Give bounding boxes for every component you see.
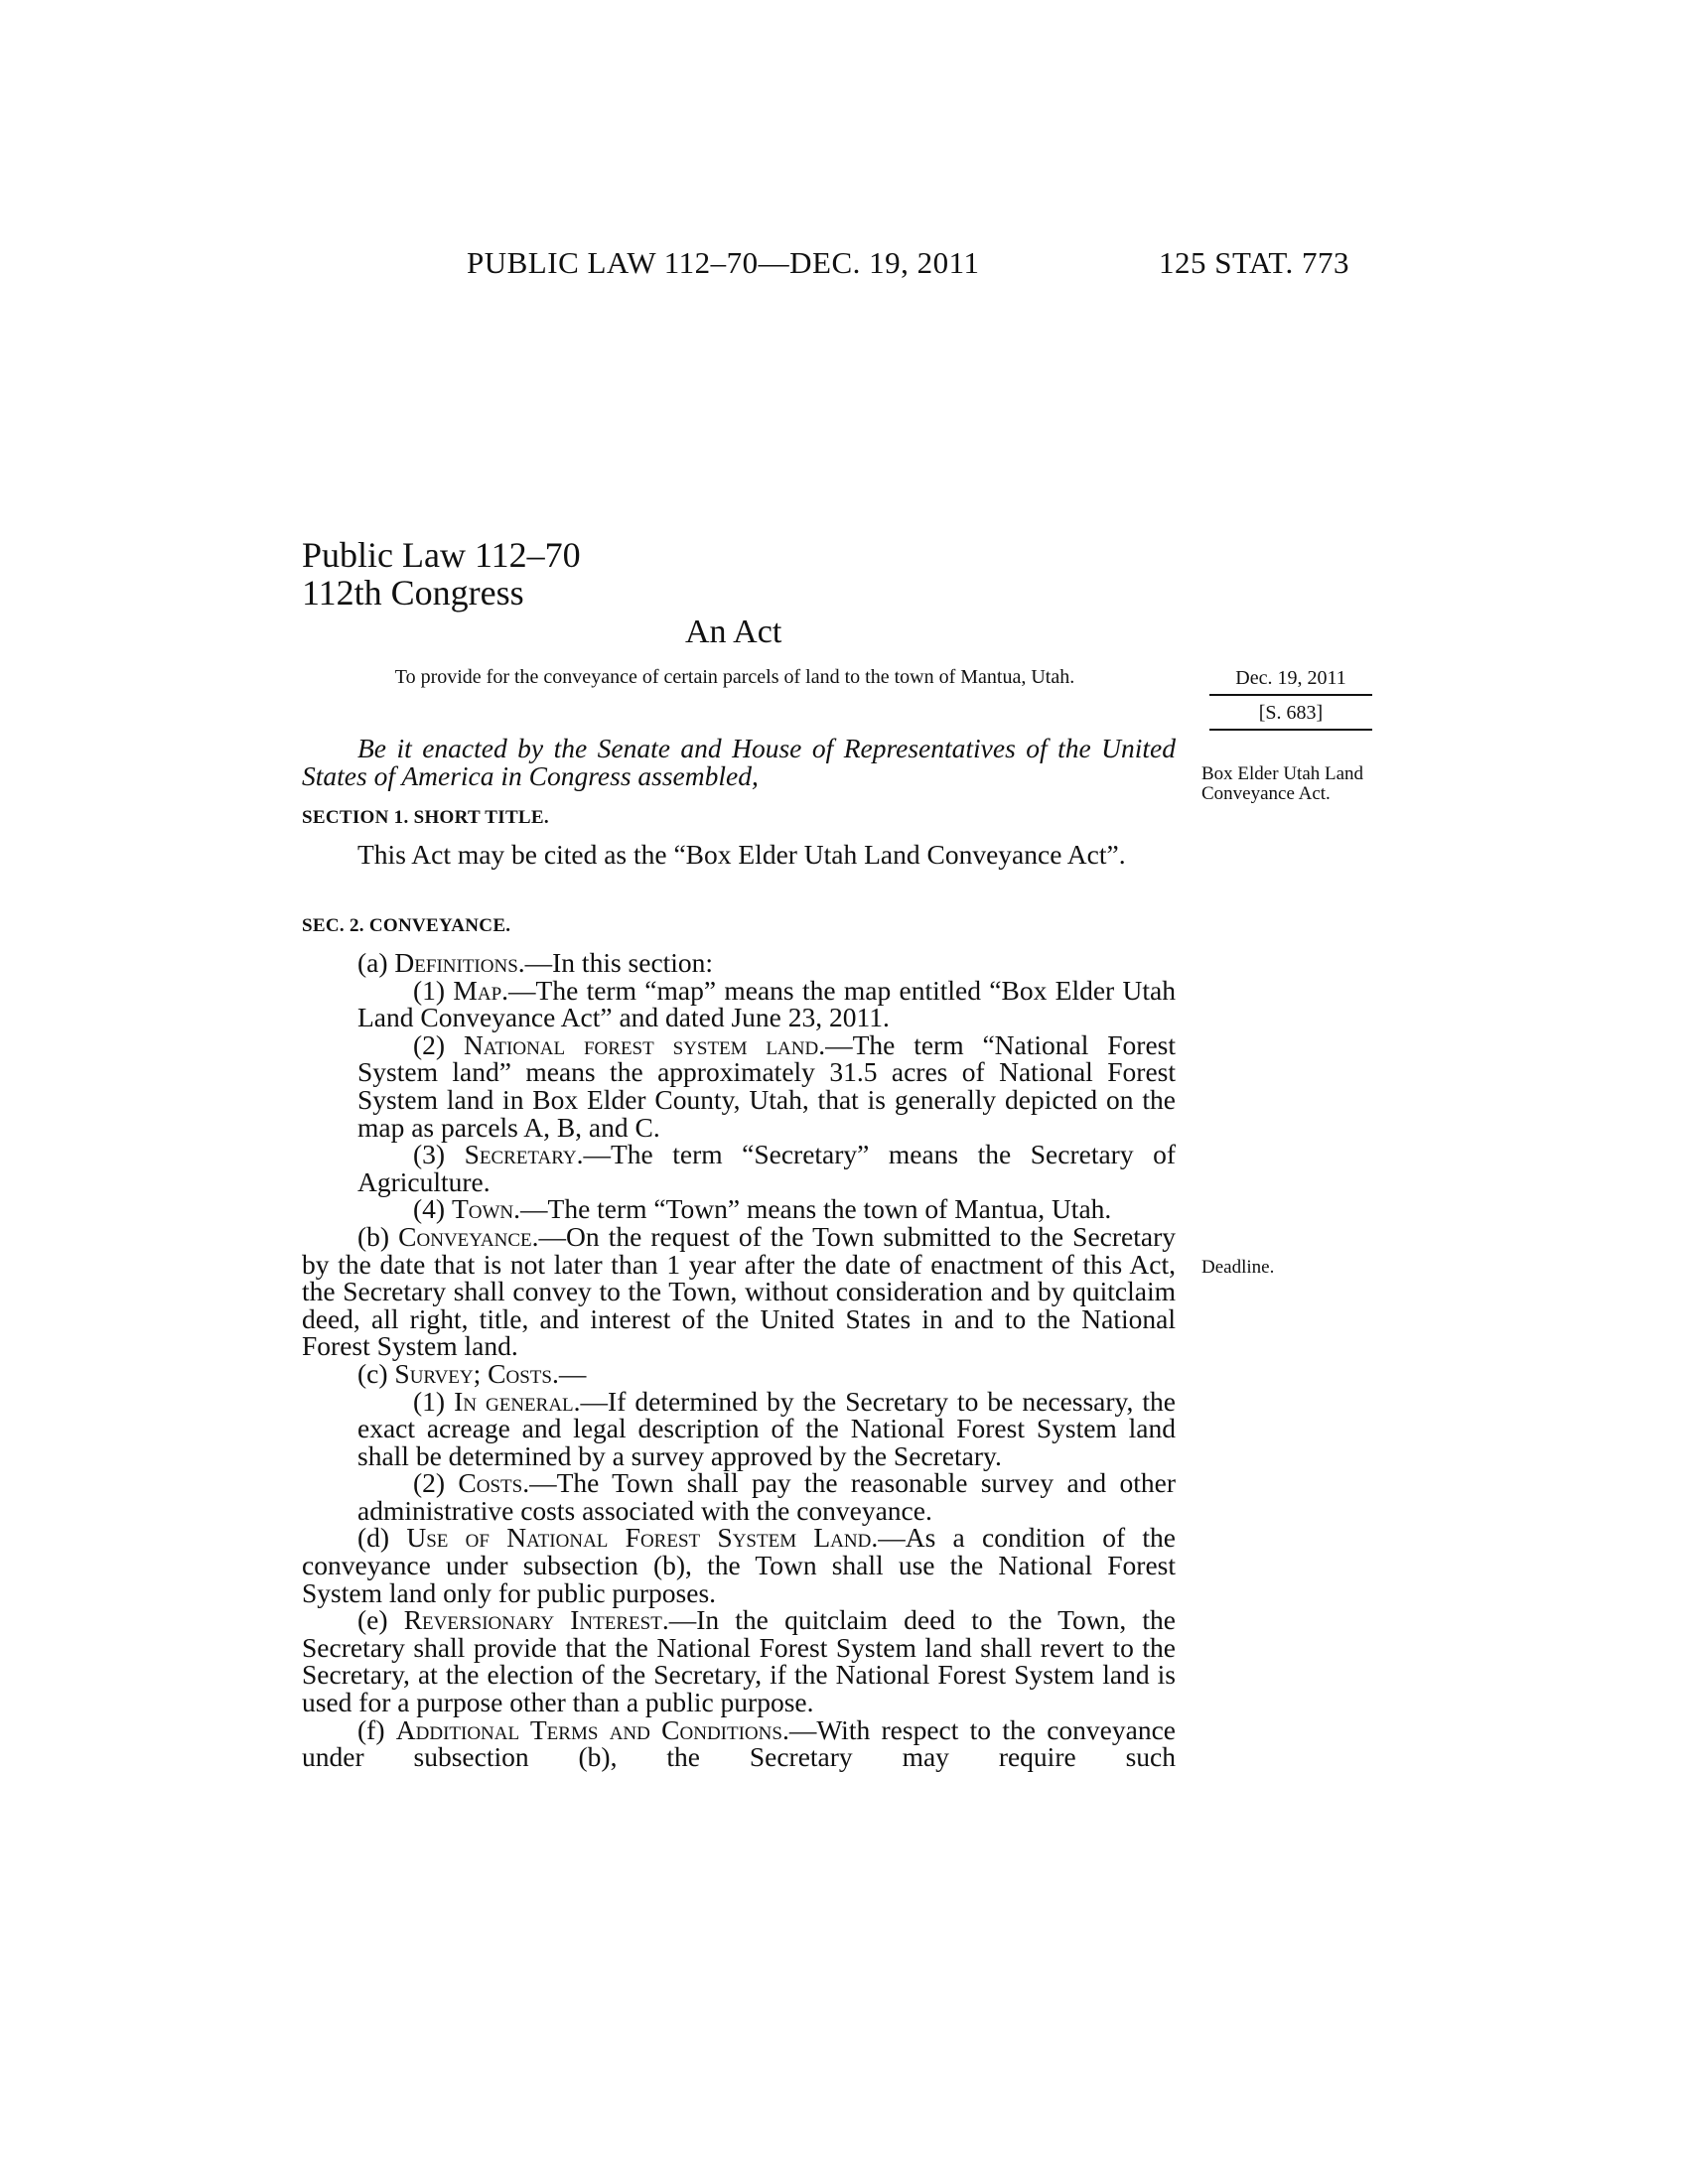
paragraph-c1: (1) In general.—If determined by the Secretary to be necessary, the exact acreage and legal description of the National Forest System land shall be determined by a survey approved by the Secretary.	[357, 1385, 1176, 1471]
subsection-d: (d) Use of National Forest System Land.—As a condition of the conveyance under subsection (b), the Town shall use the National Forest System land only for public purposes.	[302, 1522, 1176, 1608]
section-1-body	[302, 841, 1176, 869]
subsection-a: (a) Definitions.—In this section:	[357, 947, 714, 978]
section-1-heading: SECTION 1. SHORT TITLE.	[302, 807, 549, 828]
subsection-f: (f) Additional Terms and Conditions.—With respect to the conveyance under subsection (b), the Secretary may require such	[302, 1713, 1176, 1773]
public-law-number: Public Law 112–70	[302, 535, 581, 575]
congress-number: 112th Congress	[302, 573, 524, 613]
subsection-e: (e) Reversionary Interest.—In the quitclaim deed to the Town, the Secretary shall provide that the National Forest System land shall revert to the Secretary, at the election of the Secretary, if the National Forest System land is used for a purpose other than a public purpose.	[302, 1604, 1176, 1718]
enacting-clause: Be it enacted by the Senate and House of Representatives of the United States of America in Congress assembled,	[302, 733, 1176, 791]
margin-note-short-title: Box Elder Utah Land Conveyance Act.	[1201, 763, 1364, 804]
paragraph-a1: (1) Map.—The term “map” means the map entitled “Box Elder Utah Land Conveyance Act” and dated June 23, 2011.	[357, 974, 1176, 1033]
act-title: An Act	[685, 614, 782, 650]
enactment-date-box	[1209, 667, 1372, 731]
section-2-heading: SEC. 2. CONVEYANCE.	[302, 915, 511, 936]
running-header: PUBLIC LAW 112–70—DEC. 19, 2011	[467, 245, 980, 280]
paragraph-a4: (4) Town.—The term “Town” means the town of Mantua, Utah.	[413, 1193, 1112, 1225]
subsection-b: (b) Conveyance.—On the request of the Town submitted to the Secretary by the date that is not later than 1 year after the date of enactment of this Act, the Secretary shall convey to the Town, without consideration and by quitclaim deed, all right, title, and interest of the United States in and to the National Forest System land.	[302, 1220, 1176, 1362]
margin-note-deadline: Deadline.	[1201, 1257, 1275, 1278]
enactment-date: Dec. 19, 2011	[1209, 667, 1372, 696]
bill-number: [S. 683]	[1209, 702, 1372, 731]
paragraph-c2: (2) Costs.—The Town shall pay the reasonable survey and other administrative costs associated with the conveyance.	[357, 1467, 1176, 1526]
short-title-text: This Act may be cited as the “Box Elder Utah Land Conveyance Act”.	[357, 839, 1126, 870]
paragraph-a2: (2) National forest system land.—The term “National Forest System land” means the approximately 31.5 acres of National Forest System land in Box Elder County, Utah, that is generally depicted on the map as parcels A, B, and C.	[357, 1028, 1176, 1143]
law-designation	[302, 536, 581, 612]
section-2-body	[302, 949, 1176, 1771]
act-purpose: To provide for the conveyance of certain parcels of land to the town of Mantua, Utah.	[394, 666, 1075, 688]
page-citation: 125 STAT. 773	[1159, 245, 1350, 280]
subsection-c: (c) Survey; Costs.—	[357, 1357, 587, 1389]
paragraph-a3: (3) Secretary.—The term “Secretary” means the Secretary of Agriculture.	[357, 1139, 1176, 1197]
